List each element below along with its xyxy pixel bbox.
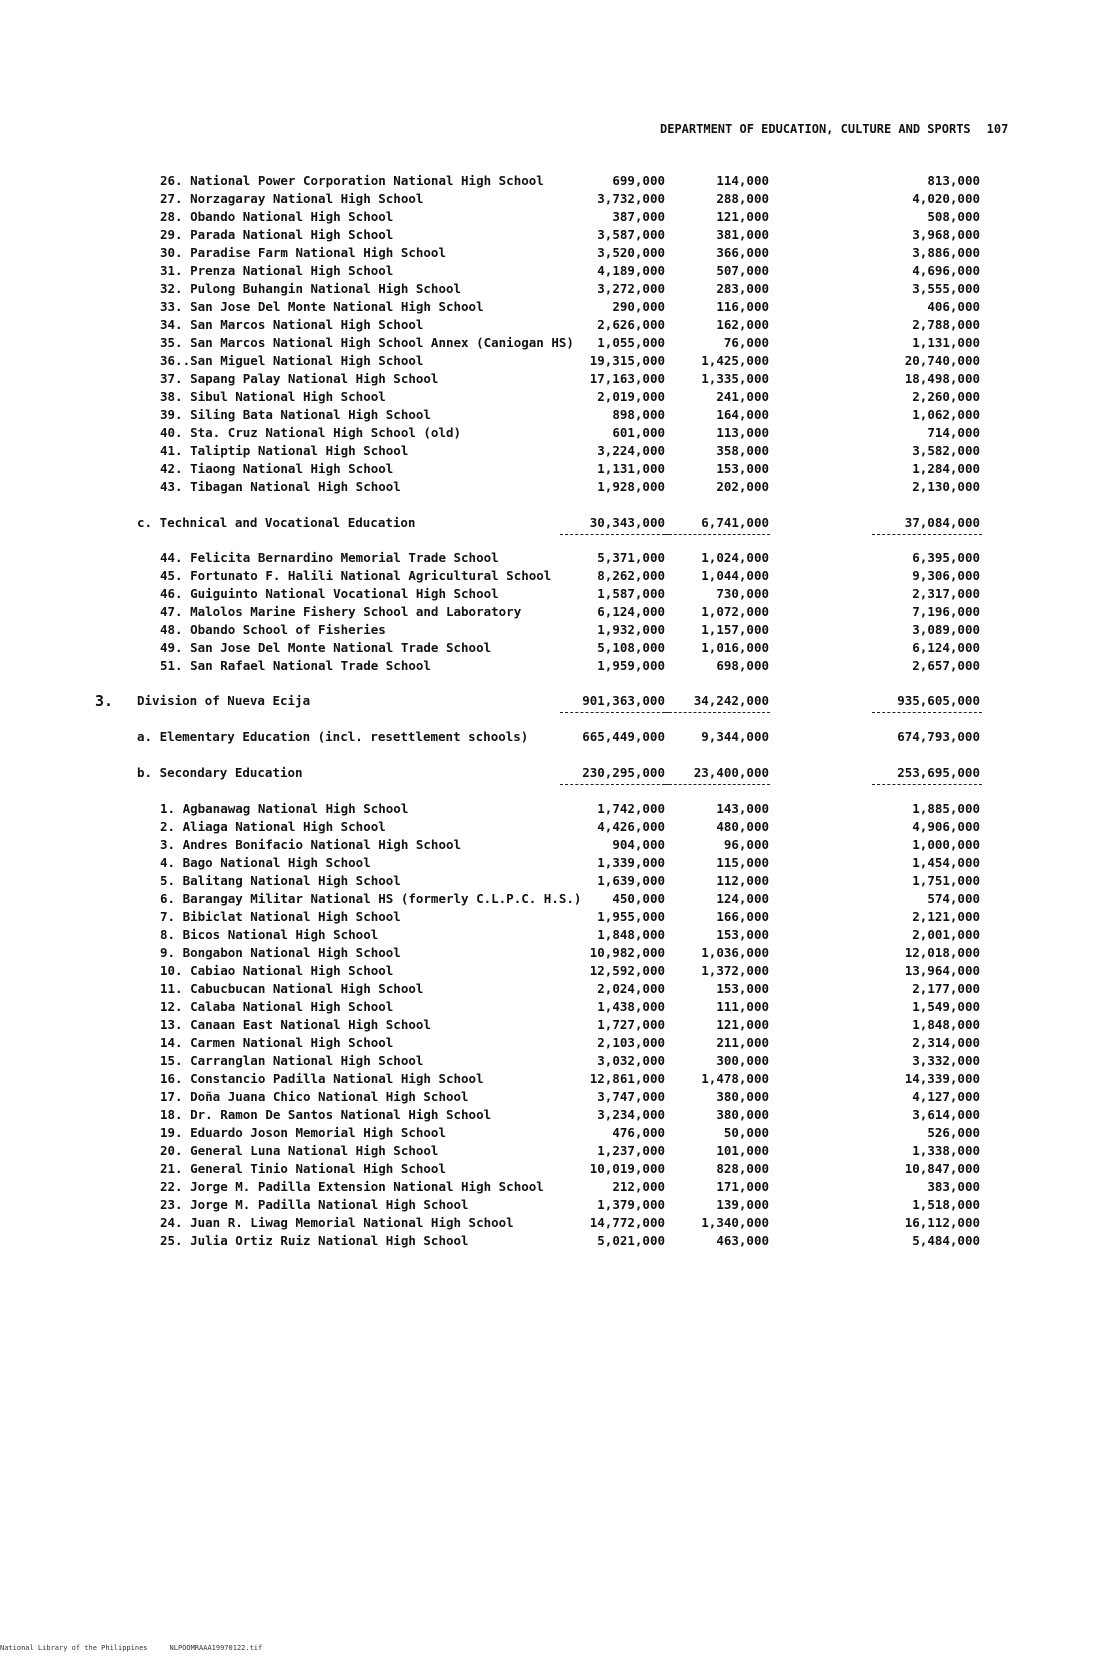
amount-col-1: 1,955,000 bbox=[597, 909, 665, 924]
amount-col-1: 1,742,000 bbox=[597, 801, 665, 816]
amount-col-1: 12,592,000 bbox=[589, 963, 665, 978]
amount-col-1: 1,055,000 bbox=[597, 335, 665, 350]
amount-col-1: 1,932,000 bbox=[597, 622, 665, 637]
amount-col-2: 211,000 bbox=[716, 1035, 769, 1050]
row-label: 48. Obando School of Fisheries bbox=[160, 622, 386, 637]
amount-col-1: 1,379,000 bbox=[597, 1197, 665, 1212]
table-row bbox=[0, 998, 1102, 1016]
amount-col-2: 171,000 bbox=[716, 1179, 769, 1194]
amount-col-2: 380,000 bbox=[716, 1107, 769, 1122]
amount-col-1: 1,639,000 bbox=[597, 873, 665, 888]
table-row bbox=[0, 980, 1102, 998]
row-label: Division of Nueva Ecija bbox=[137, 693, 311, 708]
table-row bbox=[0, 424, 1102, 442]
footer-file-id: NLPOOMRAAA19970122.tif bbox=[169, 1644, 263, 1652]
amount-col-1: 5,371,000 bbox=[597, 550, 665, 565]
amount-col-2: 1,425,000 bbox=[701, 353, 769, 368]
table-row bbox=[0, 890, 1102, 908]
amount-col-1: 4,189,000 bbox=[597, 263, 665, 278]
amount-col-2: 1,335,000 bbox=[701, 371, 769, 386]
table-row bbox=[0, 1124, 1102, 1142]
row-label: 17. Doña Juana Chico National High School bbox=[160, 1089, 469, 1104]
amount-total: 3,555,000 bbox=[912, 281, 980, 296]
amount-total: 7,196,000 bbox=[912, 604, 980, 619]
table-row bbox=[0, 567, 1102, 585]
amount-total: 935,605,000 bbox=[897, 693, 980, 708]
amount-total: 3,968,000 bbox=[912, 227, 980, 242]
amount-col-2: 1,036,000 bbox=[701, 945, 769, 960]
amount-col-1: 3,587,000 bbox=[597, 227, 665, 242]
amount-col-2: 1,157,000 bbox=[701, 622, 769, 637]
table-row bbox=[0, 639, 1102, 657]
table-row bbox=[0, 442, 1102, 460]
row-label: 42. Tiaong National High School bbox=[160, 461, 394, 476]
amount-col-1: 904,000 bbox=[612, 837, 665, 852]
table-row bbox=[0, 800, 1102, 818]
amount-total: 4,127,000 bbox=[912, 1089, 980, 1104]
amount-col-1: 14,772,000 bbox=[589, 1215, 665, 1230]
row-label: 35. San Marcos National High School Annex (Caniogan HS) bbox=[160, 335, 574, 350]
row-label: 45. Fortunato F. Halili National Agricultural School bbox=[160, 568, 552, 583]
row-label: 24. Juan R. Liwag Memorial National High School bbox=[160, 1215, 514, 1230]
amount-col-1: 1,727,000 bbox=[597, 1017, 665, 1032]
amount-col-2: 139,000 bbox=[716, 1197, 769, 1212]
row-label: 25. Julia Ortiz Ruiz National High School bbox=[160, 1233, 469, 1248]
table-row bbox=[0, 1214, 1102, 1232]
amount-total: 3,089,000 bbox=[912, 622, 980, 637]
row-label: 27. Norzagaray National High School bbox=[160, 191, 424, 206]
table-row bbox=[0, 406, 1102, 424]
row-label: 26. National Power Corporation National High School bbox=[160, 173, 544, 188]
table-row bbox=[0, 944, 1102, 962]
amount-total: 1,284,000 bbox=[912, 461, 980, 476]
row-label: 23. Jorge M. Padilla National High School bbox=[160, 1197, 469, 1212]
amount-total: 1,062,000 bbox=[912, 407, 980, 422]
row-label: 51. San Rafael National Trade School bbox=[160, 658, 431, 673]
table-row bbox=[0, 603, 1102, 621]
amount-total: 1,885,000 bbox=[912, 801, 980, 816]
amount-total: 1,338,000 bbox=[912, 1143, 980, 1158]
amount-col-2: 96,000 bbox=[723, 837, 769, 852]
row-label: 15. Carranglan National High School bbox=[160, 1053, 424, 1068]
amount-col-2: 202,000 bbox=[716, 479, 769, 494]
amount-col-2: 164,000 bbox=[716, 407, 769, 422]
amount-total: 6,395,000 bbox=[912, 550, 980, 565]
table-row bbox=[0, 1160, 1102, 1178]
row-label: 9. Bongabon National High School bbox=[160, 945, 401, 960]
amount-col-2: 114,000 bbox=[716, 173, 769, 188]
amount-total: 3,582,000 bbox=[912, 443, 980, 458]
amount-total: 2,121,000 bbox=[912, 909, 980, 924]
division-row bbox=[0, 692, 1102, 710]
table-row bbox=[0, 621, 1102, 639]
amount-total: 2,001,000 bbox=[912, 927, 980, 942]
amount-col-1: 476,000 bbox=[612, 1125, 665, 1140]
amount-col-1: 3,032,000 bbox=[597, 1053, 665, 1068]
dashed-rule bbox=[560, 534, 670, 535]
amount-col-1: 1,928,000 bbox=[597, 479, 665, 494]
row-label: 29. Parada National High School bbox=[160, 227, 394, 242]
table-row bbox=[0, 226, 1102, 244]
table-row bbox=[0, 836, 1102, 854]
amount-col-2: 153,000 bbox=[716, 981, 769, 996]
table-row bbox=[0, 657, 1102, 675]
table-row bbox=[0, 244, 1102, 262]
amount-total: 714,000 bbox=[927, 425, 980, 440]
amount-total: 2,788,000 bbox=[912, 317, 980, 332]
table-row bbox=[0, 926, 1102, 944]
amount-col-2: 463,000 bbox=[716, 1233, 769, 1248]
row-label: 37. Sapang Palay National High School bbox=[160, 371, 439, 386]
table-row bbox=[0, 388, 1102, 406]
amount-col-2: 730,000 bbox=[716, 586, 769, 601]
row-label: 47. Malolos Marine Fishery School and Laboratory bbox=[160, 604, 522, 619]
amount-col-2: 1,024,000 bbox=[701, 550, 769, 565]
amount-col-2: 6,741,000 bbox=[701, 515, 769, 530]
row-label: 36..San Miguel National High School bbox=[160, 353, 424, 368]
amount-total: 813,000 bbox=[927, 173, 980, 188]
row-label: 34. San Marcos National High School bbox=[160, 317, 424, 332]
page-number: 107 bbox=[986, 122, 1009, 136]
amount-col-2: 112,000 bbox=[716, 873, 769, 888]
amount-col-1: 665,449,000 bbox=[582, 729, 665, 744]
amount-total: 16,112,000 bbox=[904, 1215, 980, 1230]
row-label: 11. Cabucbucan National High School bbox=[160, 981, 424, 996]
row-label: 49. San Jose Del Monte National Trade School bbox=[160, 640, 492, 655]
amount-total: 4,906,000 bbox=[912, 819, 980, 834]
amount-col-2: 1,044,000 bbox=[701, 568, 769, 583]
amount-col-2: 300,000 bbox=[716, 1053, 769, 1068]
amount-col-2: 241,000 bbox=[716, 389, 769, 404]
row-label: 1. Agbanawag National High School bbox=[160, 801, 409, 816]
amount-col-1: 1,237,000 bbox=[597, 1143, 665, 1158]
subtotal-row bbox=[0, 728, 1102, 746]
amount-col-2: 698,000 bbox=[716, 658, 769, 673]
amount-total: 2,177,000 bbox=[912, 981, 980, 996]
row-label: 19. Eduardo Joson Memorial High School bbox=[160, 1125, 446, 1140]
amount-total: 20,740,000 bbox=[904, 353, 980, 368]
table-row bbox=[0, 334, 1102, 352]
division-number: 3. bbox=[95, 692, 114, 710]
amount-col-1: 6,124,000 bbox=[597, 604, 665, 619]
amount-col-1: 4,426,000 bbox=[597, 819, 665, 834]
amount-col-1: 3,732,000 bbox=[597, 191, 665, 206]
subtotal-row bbox=[0, 514, 1102, 532]
amount-total: 2,317,000 bbox=[912, 586, 980, 601]
amount-col-1: 230,295,000 bbox=[582, 765, 665, 780]
amount-col-2: 480,000 bbox=[716, 819, 769, 834]
row-label: 30. Paradise Farm National High School bbox=[160, 245, 446, 260]
row-label: 22. Jorge M. Padilla Extension National High School bbox=[160, 1179, 544, 1194]
amount-col-2: 101,000 bbox=[716, 1143, 769, 1158]
amount-col-1: 3,272,000 bbox=[597, 281, 665, 296]
amount-col-1: 450,000 bbox=[612, 891, 665, 906]
table-row bbox=[0, 190, 1102, 208]
table-row bbox=[0, 1106, 1102, 1124]
amount-col-1: 5,108,000 bbox=[597, 640, 665, 655]
amount-col-2: 380,000 bbox=[716, 1089, 769, 1104]
scan-footer bbox=[0, 1644, 262, 1652]
row-label: 44. Felicita Bernardino Memorial Trade School bbox=[160, 550, 499, 565]
amount-col-1: 12,861,000 bbox=[589, 1071, 665, 1086]
table-row bbox=[0, 478, 1102, 496]
amount-total: 1,454,000 bbox=[912, 855, 980, 870]
row-label: a. Elementary Education (incl. resettlement schools) bbox=[137, 729, 529, 744]
amount-total: 2,657,000 bbox=[912, 658, 980, 673]
amount-col-1: 10,019,000 bbox=[589, 1161, 665, 1176]
row-label: c. Technical and Vocational Education bbox=[137, 515, 416, 530]
amount-col-2: 1,372,000 bbox=[701, 963, 769, 978]
amount-total: 508,000 bbox=[927, 209, 980, 224]
dashed-rule bbox=[560, 712, 670, 713]
amount-total: 6,124,000 bbox=[912, 640, 980, 655]
row-label: 33. San Jose Del Monte National High School bbox=[160, 299, 484, 314]
row-label: 2. Aliaga National High School bbox=[160, 819, 386, 834]
amount-col-1: 5,021,000 bbox=[597, 1233, 665, 1248]
page-header-title: DEPARTMENT OF EDUCATION, CULTURE AND SPORTS bbox=[660, 122, 971, 136]
table-row bbox=[0, 854, 1102, 872]
table-row bbox=[0, 908, 1102, 926]
amount-total: 3,886,000 bbox=[912, 245, 980, 260]
amount-total: 4,020,000 bbox=[912, 191, 980, 206]
table-row bbox=[0, 208, 1102, 226]
row-label: 6. Barangay Militar National HS (formerly C.L.P.C. H.S.) bbox=[160, 891, 582, 906]
dashed-rule bbox=[664, 534, 770, 535]
dashed-rule bbox=[872, 784, 982, 785]
amount-col-1: 1,339,000 bbox=[597, 855, 665, 870]
amount-col-1: 898,000 bbox=[612, 407, 665, 422]
row-label: 10. Cabiao National High School bbox=[160, 963, 394, 978]
footer-library: National Library of the Philippines bbox=[0, 1644, 148, 1652]
row-label: 7. Bibiclat National High School bbox=[160, 909, 401, 924]
amount-col-2: 23,400,000 bbox=[693, 765, 769, 780]
amount-total: 1,000,000 bbox=[912, 837, 980, 852]
amount-col-1: 1,438,000 bbox=[597, 999, 665, 1014]
amount-col-2: 121,000 bbox=[716, 209, 769, 224]
amount-col-2: 288,000 bbox=[716, 191, 769, 206]
amount-total: 14,339,000 bbox=[904, 1071, 980, 1086]
dashed-rule bbox=[872, 712, 982, 713]
amount-col-1: 901,363,000 bbox=[582, 693, 665, 708]
table-row bbox=[0, 1034, 1102, 1052]
row-label: 14. Carmen National High School bbox=[160, 1035, 394, 1050]
amount-total: 1,751,000 bbox=[912, 873, 980, 888]
dashed-rule bbox=[664, 784, 770, 785]
amount-col-2: 111,000 bbox=[716, 999, 769, 1014]
amount-col-1: 212,000 bbox=[612, 1179, 665, 1194]
amount-col-1: 2,103,000 bbox=[597, 1035, 665, 1050]
amount-col-1: 10,982,000 bbox=[589, 945, 665, 960]
table-row bbox=[0, 280, 1102, 298]
row-label: 4. Bago National High School bbox=[160, 855, 371, 870]
row-label: 28. Obando National High School bbox=[160, 209, 394, 224]
amount-col-2: 366,000 bbox=[716, 245, 769, 260]
amount-total: 4,696,000 bbox=[912, 263, 980, 278]
amount-col-2: 162,000 bbox=[716, 317, 769, 332]
amount-total: 2,260,000 bbox=[912, 389, 980, 404]
amount-col-2: 153,000 bbox=[716, 927, 769, 942]
row-label: 5. Balitang National High School bbox=[160, 873, 401, 888]
amount-col-2: 166,000 bbox=[716, 909, 769, 924]
table-row bbox=[0, 262, 1102, 280]
amount-total: 37,084,000 bbox=[904, 515, 980, 530]
dashed-rule bbox=[560, 784, 670, 785]
subtotal-row bbox=[0, 764, 1102, 782]
table-row bbox=[0, 1070, 1102, 1088]
amount-col-1: 30,343,000 bbox=[589, 515, 665, 530]
amount-col-2: 1,072,000 bbox=[701, 604, 769, 619]
amount-total: 383,000 bbox=[927, 1179, 980, 1194]
table-row bbox=[0, 549, 1102, 567]
amount-total: 526,000 bbox=[927, 1125, 980, 1140]
table-row bbox=[0, 370, 1102, 388]
amount-col-2: 34,242,000 bbox=[693, 693, 769, 708]
table-row bbox=[0, 1052, 1102, 1070]
amount-col-1: 3,747,000 bbox=[597, 1089, 665, 1104]
amount-col-1: 1,959,000 bbox=[597, 658, 665, 673]
amount-total: 674,793,000 bbox=[897, 729, 980, 744]
table-row bbox=[0, 585, 1102, 603]
table-row bbox=[0, 962, 1102, 980]
amount-col-2: 113,000 bbox=[716, 425, 769, 440]
amount-total: 13,964,000 bbox=[904, 963, 980, 978]
amount-col-1: 3,224,000 bbox=[597, 443, 665, 458]
row-label: 21. General Tinio National High School bbox=[160, 1161, 446, 1176]
dashed-rule bbox=[872, 534, 982, 535]
table-row bbox=[0, 872, 1102, 890]
row-label: 31. Prenza National High School bbox=[160, 263, 394, 278]
amount-total: 574,000 bbox=[927, 891, 980, 906]
amount-col-2: 115,000 bbox=[716, 855, 769, 870]
amount-total: 1,848,000 bbox=[912, 1017, 980, 1032]
amount-col-2: 1,016,000 bbox=[701, 640, 769, 655]
amount-col-2: 116,000 bbox=[716, 299, 769, 314]
amount-col-2: 153,000 bbox=[716, 461, 769, 476]
table-row bbox=[0, 316, 1102, 334]
amount-col-2: 76,000 bbox=[723, 335, 769, 350]
table-row bbox=[0, 1232, 1102, 1250]
amount-col-2: 507,000 bbox=[716, 263, 769, 278]
amount-col-1: 1,848,000 bbox=[597, 927, 665, 942]
row-label: 20. General Luna National High School bbox=[160, 1143, 439, 1158]
amount-total: 2,130,000 bbox=[912, 479, 980, 494]
amount-col-2: 124,000 bbox=[716, 891, 769, 906]
amount-col-2: 828,000 bbox=[716, 1161, 769, 1176]
amount-col-2: 50,000 bbox=[723, 1125, 769, 1140]
dashed-rule bbox=[664, 712, 770, 713]
table-row bbox=[0, 1088, 1102, 1106]
amount-col-2: 143,000 bbox=[716, 801, 769, 816]
row-label: 32. Pulong Buhangin National High School bbox=[160, 281, 462, 296]
table-row bbox=[0, 1142, 1102, 1160]
amount-col-1: 699,000 bbox=[612, 173, 665, 188]
row-label: 39. Siling Bata National High School bbox=[160, 407, 431, 422]
table-row bbox=[0, 818, 1102, 836]
row-label: 40. Sta. Cruz National High School (old) bbox=[160, 425, 462, 440]
row-label: 16. Constancio Padilla National High School bbox=[160, 1071, 484, 1086]
amount-col-1: 2,019,000 bbox=[597, 389, 665, 404]
row-label: 41. Taliptip National High School bbox=[160, 443, 409, 458]
amount-total: 1,131,000 bbox=[912, 335, 980, 350]
amount-col-2: 358,000 bbox=[716, 443, 769, 458]
amount-total: 12,018,000 bbox=[904, 945, 980, 960]
amount-col-2: 1,340,000 bbox=[701, 1215, 769, 1230]
amount-total: 406,000 bbox=[927, 299, 980, 314]
amount-total: 253,695,000 bbox=[897, 765, 980, 780]
table-row bbox=[0, 1178, 1102, 1196]
row-label: 3. Andres Bonifacio National High School bbox=[160, 837, 462, 852]
table-row bbox=[0, 460, 1102, 478]
amount-col-1: 8,262,000 bbox=[597, 568, 665, 583]
page-header bbox=[660, 122, 1008, 136]
row-label: 43. Tibagan National High School bbox=[160, 479, 401, 494]
amount-total: 5,484,000 bbox=[912, 1233, 980, 1248]
table-row bbox=[0, 1196, 1102, 1214]
row-label: 18. Dr. Ramon De Santos National High School bbox=[160, 1107, 492, 1122]
amount-col-1: 3,520,000 bbox=[597, 245, 665, 260]
amount-total: 18,498,000 bbox=[904, 371, 980, 386]
amount-col-1: 2,626,000 bbox=[597, 317, 665, 332]
amount-total: 1,549,000 bbox=[912, 999, 980, 1014]
table-row bbox=[0, 1016, 1102, 1034]
amount-col-1: 387,000 bbox=[612, 209, 665, 224]
amount-total: 2,314,000 bbox=[912, 1035, 980, 1050]
amount-col-1: 3,234,000 bbox=[597, 1107, 665, 1122]
amount-col-1: 17,163,000 bbox=[589, 371, 665, 386]
amount-total: 3,614,000 bbox=[912, 1107, 980, 1122]
amount-total: 9,306,000 bbox=[912, 568, 980, 583]
amount-col-2: 283,000 bbox=[716, 281, 769, 296]
row-label: 13. Canaan East National High School bbox=[160, 1017, 431, 1032]
amount-col-2: 1,478,000 bbox=[701, 1071, 769, 1086]
amount-col-1: 19,315,000 bbox=[589, 353, 665, 368]
row-label: b. Secondary Education bbox=[137, 765, 303, 780]
amount-col-1: 2,024,000 bbox=[597, 981, 665, 996]
amount-total: 3,332,000 bbox=[912, 1053, 980, 1068]
row-label: 12. Calaba National High School bbox=[160, 999, 394, 1014]
table-row bbox=[0, 298, 1102, 316]
row-label: 38. Sibul National High School bbox=[160, 389, 386, 404]
amount-col-1: 290,000 bbox=[612, 299, 665, 314]
table-row bbox=[0, 352, 1102, 370]
amount-col-1: 1,131,000 bbox=[597, 461, 665, 476]
table-row bbox=[0, 172, 1102, 190]
amount-col-1: 601,000 bbox=[612, 425, 665, 440]
row-label: 8. Bicos National High School bbox=[160, 927, 379, 942]
amount-total: 1,518,000 bbox=[912, 1197, 980, 1212]
amount-col-1: 1,587,000 bbox=[597, 586, 665, 601]
row-label: 46. Guiguinto National Vocational High School bbox=[160, 586, 499, 601]
amount-col-2: 9,344,000 bbox=[701, 729, 769, 744]
amount-col-2: 121,000 bbox=[716, 1017, 769, 1032]
amount-total: 10,847,000 bbox=[904, 1161, 980, 1176]
amount-col-2: 381,000 bbox=[716, 227, 769, 242]
